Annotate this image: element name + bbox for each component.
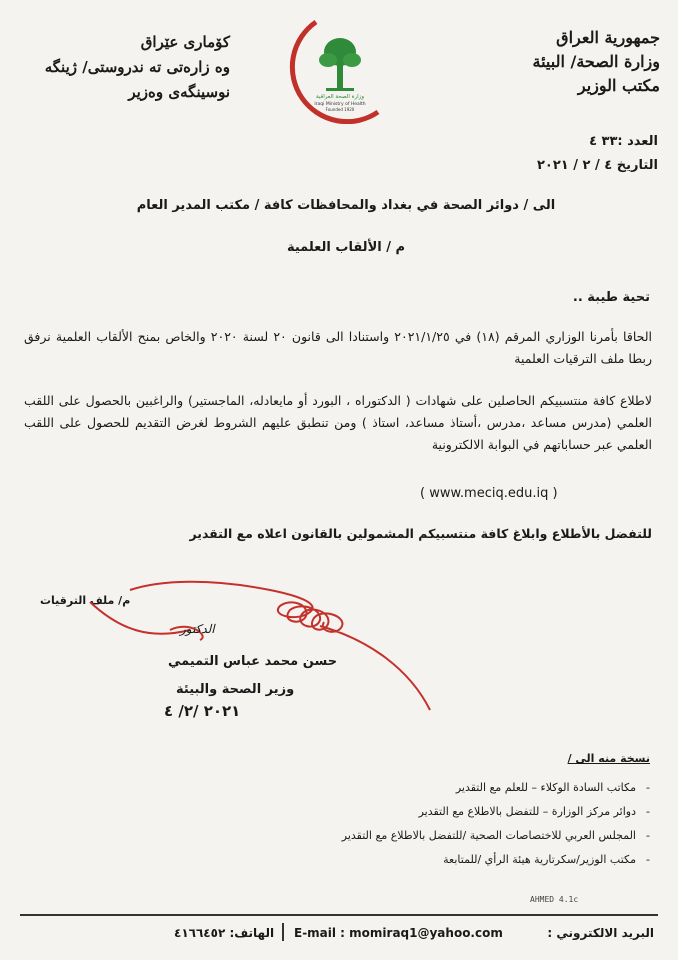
footer-phone: الهاتف: ٤١٦٦٤٥٢ [174, 926, 275, 940]
logo-text-ar: وزارة الصحة العراقية [315, 94, 365, 100]
body-paragraph-2: لاطلاع كافة منتسبيكم الحاصلين على شهادات ( الدكتوراه ، البورد أو مايعادله، الماجستير) والراغبين بالحصول على اللقب العلمي (مدرس مساعد ،مدرس ،أستاذ مساعد، استاذ ) ومن تنطبق عليهم الشروط لغرض التقديم للحصول على اللقب العلمي عبر حساباتهم في البوابة الالكترونية [24, 393, 652, 452]
signatory-position: وزير الصحة والبيئة [176, 682, 295, 697]
logo-tree-icon [319, 38, 361, 91]
copies-list-item: - المجلس العربي للاختصاصات الصحية /للتفضل بالاطلاع مع التقدير [190, 824, 650, 848]
signature-date: ٢٠٢١ /٢/ ٤ [164, 702, 241, 720]
footer-separator [282, 923, 284, 941]
typist-initials: AHMED 4.1c [530, 895, 579, 904]
copies-list-item: - دوائر مركز الوزارة – للتفضل بالاطلاع مع التقدير [190, 800, 650, 824]
header-kurdish-line: وه زارەتی تە ندروستی/ ژینگە [44, 58, 230, 76]
addressee-line: الى / دوائر الصحة في بغداد والمحافظات كافة / مكتب المدير العام [136, 198, 556, 213]
copies-heading: نسخة منه الى / [567, 752, 650, 765]
subject-line: م / الألقاب العلمية [286, 240, 406, 255]
reference-meta [537, 130, 658, 178]
signatory-name: حسن محمد عباس التميمي [168, 654, 338, 669]
header-kurdish-block [30, 30, 230, 105]
header-arabic-line: وزارة الصحة/ البيئة [532, 52, 660, 71]
signatory-title: الدكتور [180, 622, 215, 636]
copies-list [190, 776, 650, 872]
body-paragraph-1: الحاقا بأمرنا الوزاري المرقم (١٨) في ٢٠٢١/١/٢٥ واستنادا الى قانون ٢٠ لسنة ٢٠٢٠ والخاص بمنح الألقاب العلمية نرفق ربطا ملف الترقيات العلمية [24, 329, 652, 366]
header-arabic-line: جمهورية العراق [556, 28, 660, 47]
ministry-logo [286, 14, 394, 124]
reference-number: العدد :٣٣ ٤ [589, 134, 658, 149]
copies-list-item: - مكتب الوزير/سكرتارية هيئة الرأي /للمتابعة [190, 848, 650, 872]
file-reference: م/ ملف الترقيات [40, 594, 131, 607]
portal-url: ( www.meciq.edu.iq ) [420, 486, 558, 501]
header-arabic-block [470, 26, 660, 98]
footer-email-label: البريد الالكتروني : [547, 926, 654, 940]
logo-text-en: Iraqi Ministry of Health [314, 102, 366, 107]
greeting: تحية طيبة .. [572, 290, 650, 305]
header-kurdish-line: كۆماری عێراق [140, 33, 230, 51]
closing-line: للتفضل بالأطلاع وابلاغ كافة منتسبيكم المشمولين بالقانون اعلاه مع التقدير [189, 526, 652, 541]
footer-email[interactable]: E-mail : momiraq1@yahoo.com [294, 926, 503, 940]
logo-founded: Founded 1920 [325, 107, 355, 112]
copies-list-item: - مكاتب السادة الوكلاء – للعلم مع التقدير [190, 776, 650, 800]
header-arabic-line: مكتب الوزير [577, 76, 660, 95]
reference-date: التاريخ ٤ / ٢ / ٢٠٢١ [536, 158, 658, 173]
header-kurdish-line: نوسینگەی وەزیر [128, 83, 230, 101]
footer-divider [20, 914, 658, 916]
